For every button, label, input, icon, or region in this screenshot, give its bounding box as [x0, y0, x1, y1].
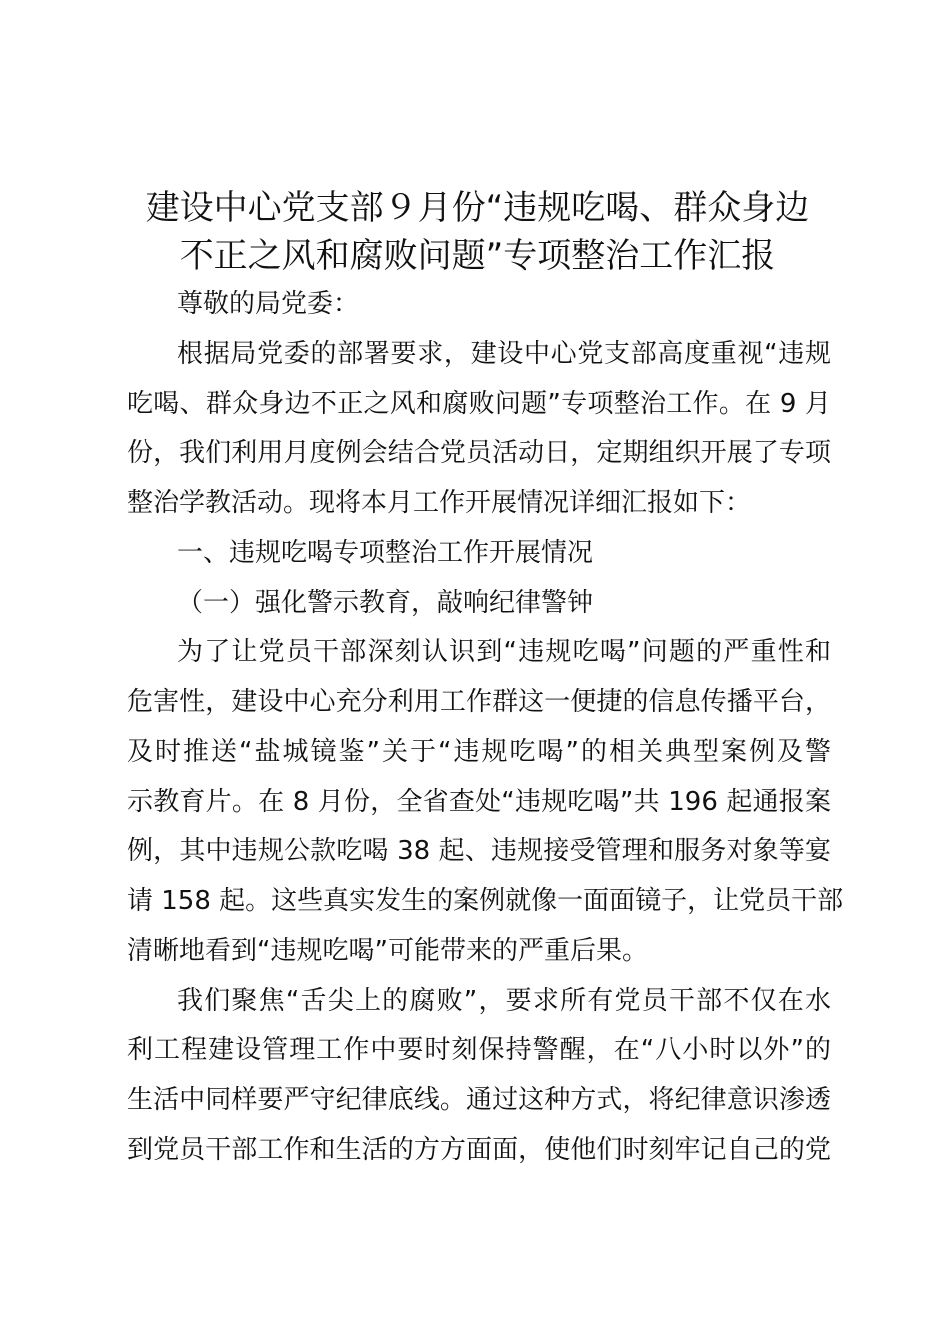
document-title: [120, 184, 835, 280]
document-body: [127, 280, 844, 1176]
text-line: 利工程建设管理工作中要时刻保持警醒，在“八小时以外”的: [127, 1035, 831, 1066]
text-line: （一）强化警示教育，敲响纪律警钟: [177, 587, 594, 618]
text-line: 危害性，建设中心充分利用工作群这一便捷的信息传播平台，: [127, 687, 831, 717]
text-line: 根据局党委的部署要求，建设中心党支部高度重视“违规: [177, 338, 831, 369]
text-line: 例，其中违规公款吃喝 38 起、违规接受管理和服务对象等宴: [127, 836, 831, 867]
text-line: 为了让党员干部深刻认识到“违规吃喝”问题的严重性和: [177, 637, 831, 668]
title-line: 不正之风和腐败问题”专项整治工作汇报: [179, 236, 776, 276]
text-line: 请 158 起。这些真实发生的案例就像一面面镜子，让党员干部: [127, 886, 844, 916]
text-line: 一、违规吃喝专项整治工作开展情况: [177, 537, 594, 568]
paragraph: [127, 330, 831, 529]
text-line: 及时推送“盐城镜鉴”关于“违规吃喝”的相关典型案例及警: [127, 736, 831, 767]
paragraph: [127, 977, 831, 1176]
paragraph: [127, 628, 844, 976]
text-line: 清晰地看到“违规吃喝”可能带来的严重后果。: [127, 935, 648, 966]
text-line: 生活中同样要严守纪律底线。通过这种方式，将纪律意识渗透: [127, 1085, 831, 1115]
text-line: 到党员干部工作和生活的方方面面，使他们时刻牢记自己的党: [127, 1134, 831, 1165]
title-line: 建设中心党支部９月份“违规吃喝、群众身边: [145, 188, 810, 228]
text-line: 份，我们利用月度例会结合党员活动日，定期组织开展了专项: [127, 438, 831, 469]
paragraph: [127, 529, 831, 579]
text-line: 示教育片。在 8 月份，全省查处“违规吃喝”共 196 起通报案: [127, 786, 831, 817]
text-line: 吃喝、群众身边不正之风和腐败问题”专项整治工作。在 9 月: [127, 388, 831, 419]
text-line: 整治学教活动。现将本月工作开展情况详细汇报如下：: [127, 488, 752, 518]
paragraph: [127, 280, 831, 330]
text-line: 尊敬的局党委：: [177, 289, 360, 319]
paragraph: [127, 579, 831, 629]
text-line: 我们聚焦“舌尖上的腐败”，要求所有党员干部不仅在水: [177, 985, 831, 1016]
